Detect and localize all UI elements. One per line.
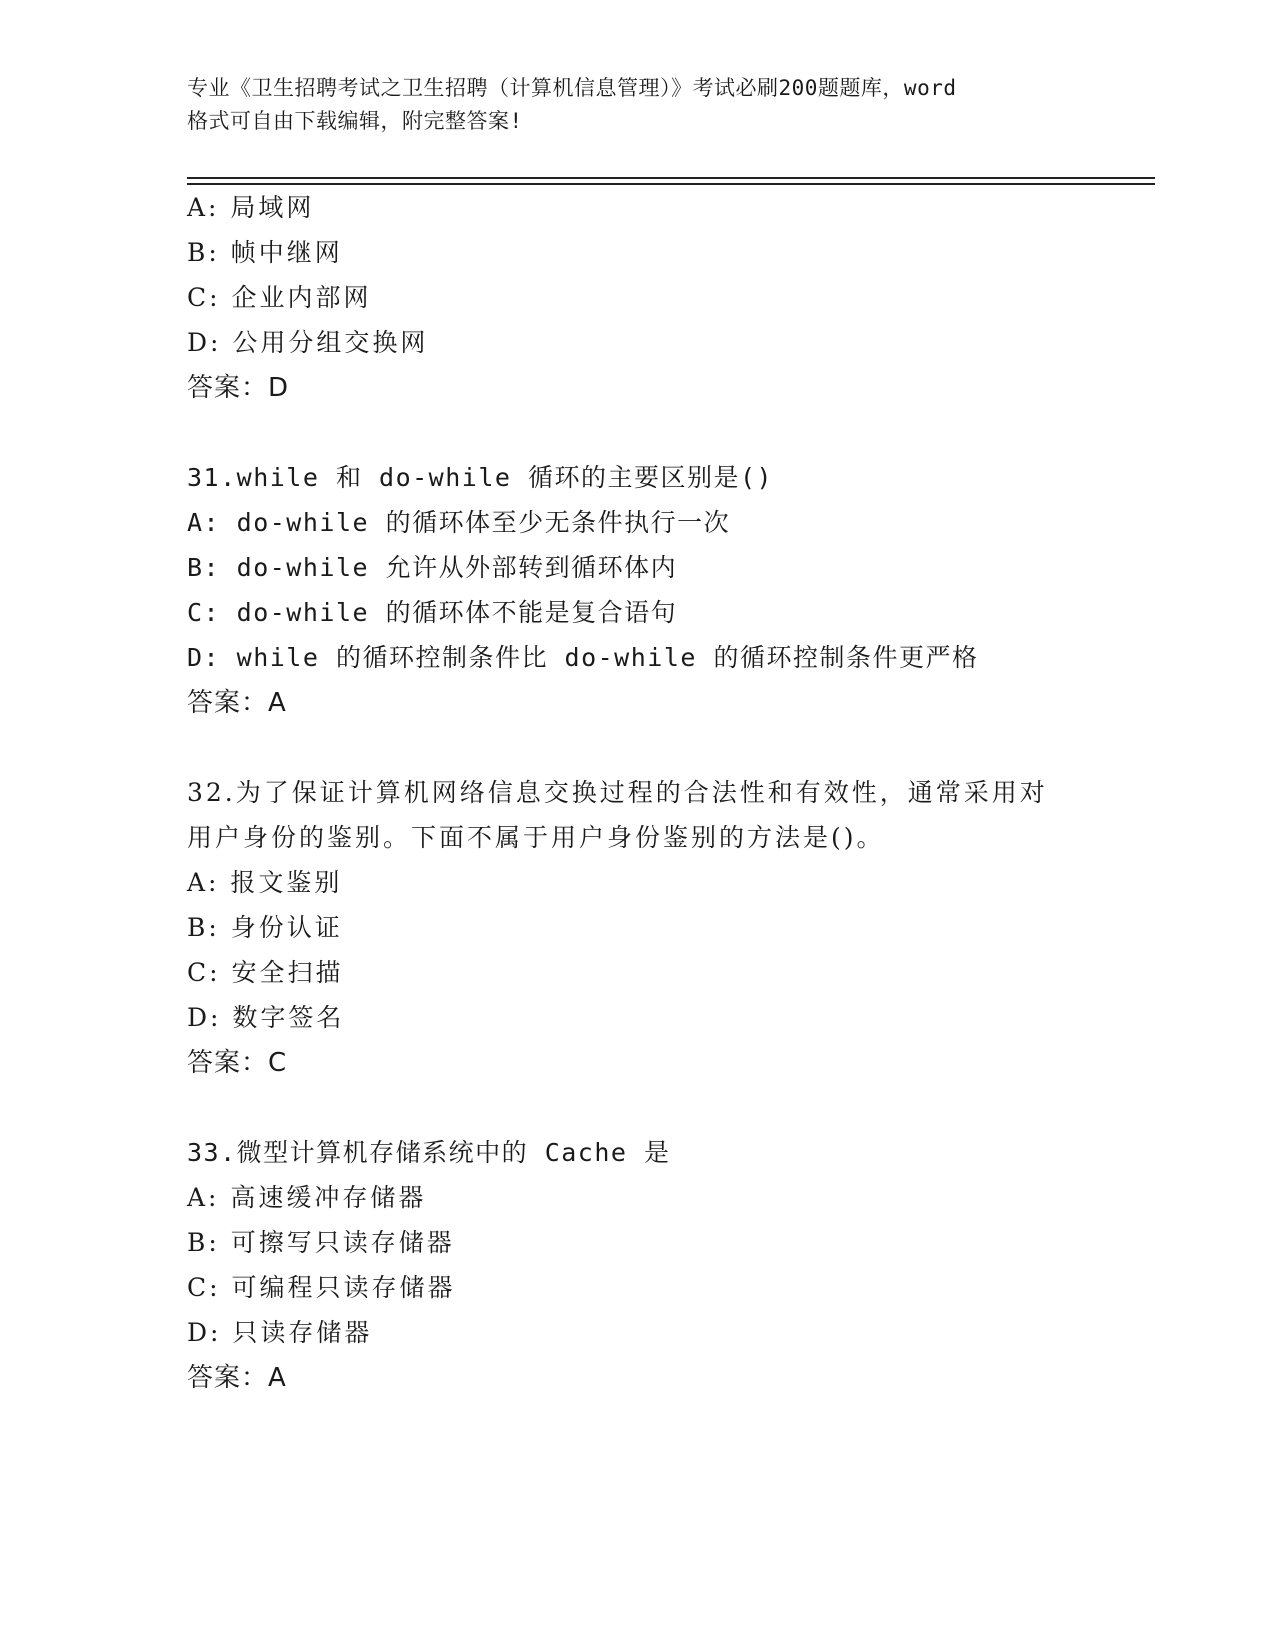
- header-divider-top: [187, 177, 1155, 179]
- q30-option-d: D: 公用分组交换网: [187, 328, 429, 357]
- header-line-1: 专业《卫生招聘考试之卫生招聘（计算机信息管理）》考试必刷200题题库，word: [187, 76, 957, 100]
- q30-answer: 答案：D: [187, 373, 290, 403]
- q31-option-b: B: do-while 允许从外部转到循环体内: [187, 553, 678, 582]
- q33-stem: 33.微型计算机存储系统中的 Cache 是: [187, 1138, 671, 1167]
- q32-stem-line-1: 32.为了保证计算机网络信息交换过程的合法性和有效性，通常采用对: [187, 778, 1048, 807]
- q30-option-b: B: 帧中继网: [187, 238, 343, 267]
- document-header: [187, 72, 1087, 138]
- header-line-2: 格式可自由下载编辑，附完整答案!: [187, 109, 523, 133]
- q31-answer: 答案：A: [187, 688, 287, 718]
- q33-answer: 答案：A: [187, 1363, 287, 1393]
- q32-answer: 答案：C: [187, 1048, 288, 1078]
- q33-option-d: D: 只读存储器: [187, 1318, 373, 1347]
- q32-stem-line-2: 用户身份的鉴别。下面不属于用户身份鉴别的方法是()。: [187, 823, 885, 852]
- q33-option-b: B: 可擦写只读存储器: [187, 1228, 455, 1257]
- q32-option-c: C: 安全扫描: [187, 958, 344, 987]
- q32-option-d: D: 数字签名: [187, 1003, 345, 1032]
- q32-option-a: A: 报文鉴别: [187, 868, 343, 897]
- q31-option-d: D: while 的循环控制条件比 do-while 的循环控制条件更严格: [187, 643, 979, 672]
- header-divider-bottom: [187, 183, 1155, 185]
- q30-option-c: C: 企业内部网: [187, 283, 372, 312]
- q31-option-a: A: do-while 的循环体至少无条件执行一次: [187, 508, 731, 537]
- q31-option-c: C: do-while 的循环体不能是复合语句: [187, 598, 678, 627]
- q33-option-a: A: 高速缓冲存储器: [187, 1183, 427, 1212]
- q31-stem: 31.while 和 do-while 循环的主要区别是(): [187, 463, 774, 492]
- q30-option-a: A: 局域网: [187, 193, 315, 222]
- q32-option-b: B: 身份认证: [187, 913, 343, 942]
- q33-option-c: C: 可编程只读存储器: [187, 1273, 456, 1302]
